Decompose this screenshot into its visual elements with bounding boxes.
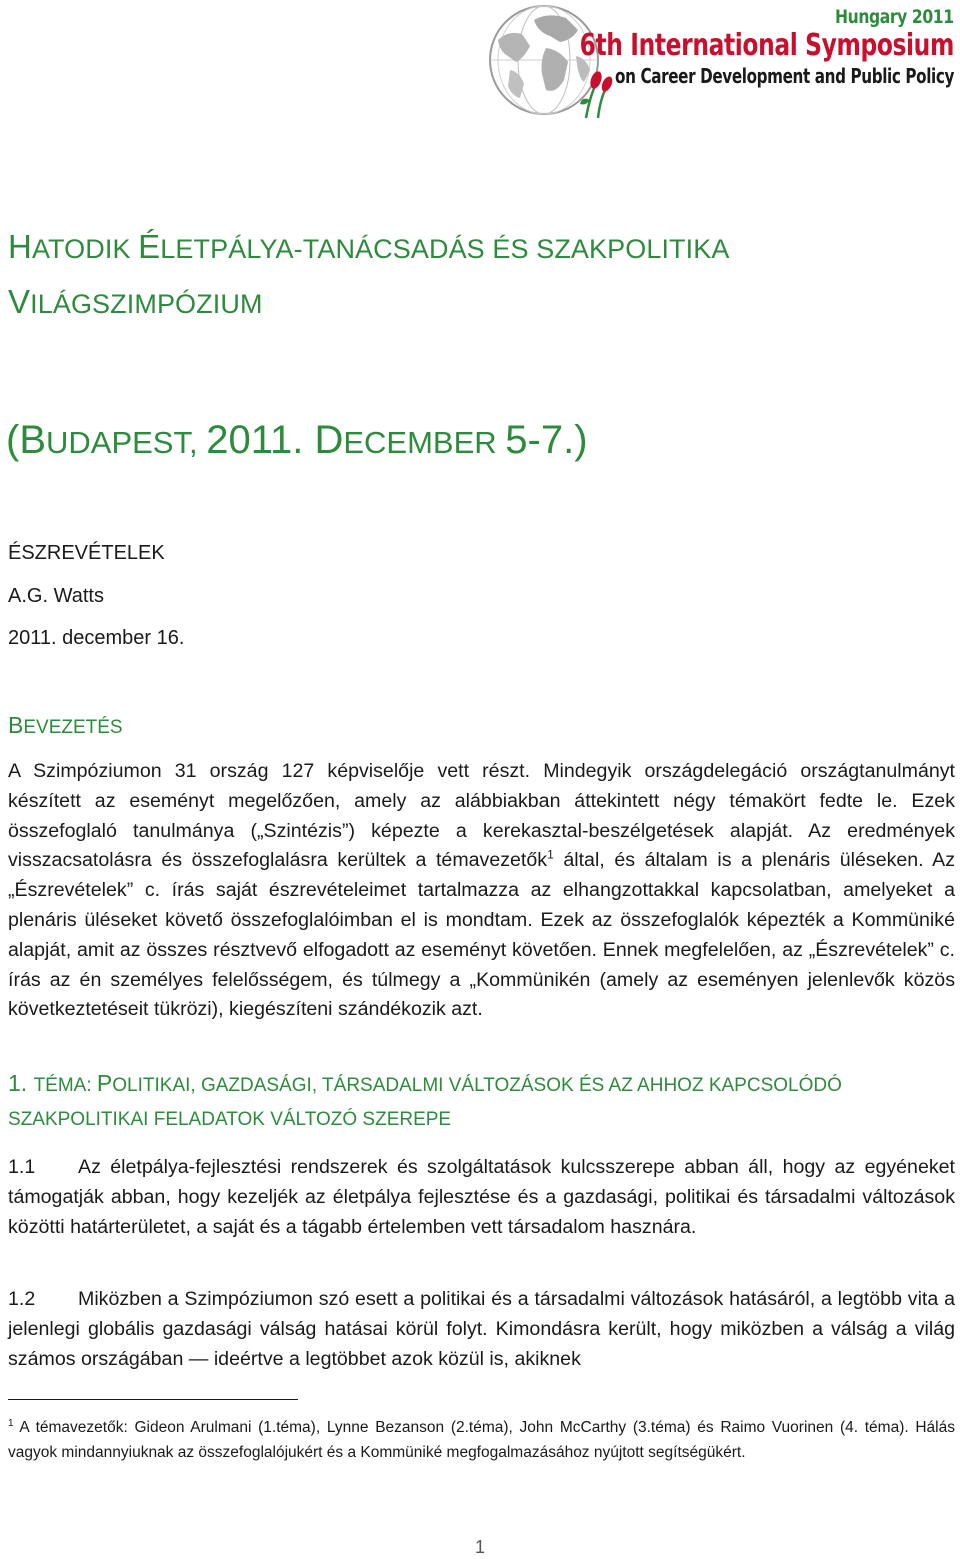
section-text: EVEZETÉS bbox=[23, 717, 123, 738]
footnote-ref[interactable]: 1 bbox=[547, 847, 554, 862]
paragraph-1-2 bbox=[8, 1285, 955, 1374]
document-kind: ÉSZREVÉTELEK bbox=[8, 542, 165, 564]
section-text: GAZDASÁGI, bbox=[200, 1075, 323, 1096]
title-text: LETPÁLYA-TANÁCSADÁS ÉS SZAKPOLITIKA bbox=[160, 234, 730, 264]
date-text: ECEMBER bbox=[343, 425, 506, 460]
title-initial: V bbox=[8, 283, 31, 320]
page-number: 1 bbox=[474, 1537, 485, 1557]
section-text: TÉMA: bbox=[33, 1075, 97, 1096]
date-text: UDAPEST, bbox=[46, 425, 207, 460]
title-text: ATODIK bbox=[31, 234, 139, 264]
intro-text-part1: A Szimpóziumon 31 ország 127 képviselője vett részt. Mindegyik országdelegáció országtanulmányt készített az eseményt megelőzően, amely az alábbiakban áttekintett négy témakört fedte le. Ezek összefoglaló tanulmánya („Szintézis”) képezte a kerekasztal-beszélgetések alapját. Az eredmények visszacsatolásra és összefoglalásra kerültek a témavezetők bbox=[8, 760, 955, 872]
section-initial: B bbox=[8, 712, 24, 738]
document-title-line2 bbox=[8, 283, 263, 321]
section-initial: P bbox=[96, 1070, 113, 1096]
footnote-marker: 1 bbox=[8, 1417, 14, 1429]
title-initial: H bbox=[8, 228, 32, 265]
section-text: TÁRSADALMI VÁLTOZÁSOK ÉS AZ AHHOZ KAPCSOLÓDÓ bbox=[322, 1075, 842, 1096]
logo-line-title: 6th International Symposium bbox=[579, 28, 954, 63]
logo-line-subtitle: on Career Development and Public Policy bbox=[615, 64, 954, 88]
section-text: OLITIKAI, bbox=[112, 1075, 201, 1096]
document-author: A.G. Watts bbox=[8, 585, 104, 607]
section-heading-1 bbox=[8, 1070, 842, 1097]
date-initial: 5-7.) bbox=[505, 418, 588, 462]
paragraph-text: Az életpálya-fejlesztési rendszerek és szolgáltatások kulcsszerepe abban áll, hogy az egyéneket támogatják abban, hogy kezeljék az életpálya fejlesztése és a gazdasági, politikai és társadalmi változások közötti határterületet, a saját és a tágabb értelemben vett társadalom hasznára. bbox=[8, 1156, 955, 1238]
footnote bbox=[8, 1416, 955, 1465]
paragraph-number: 1.2 bbox=[8, 1288, 36, 1310]
paragraph-1-1 bbox=[8, 1153, 955, 1242]
footnote-separator bbox=[8, 1399, 298, 1400]
document-date: 2011. december 16. bbox=[8, 627, 185, 649]
logo-line-year: Hungary 2011 bbox=[835, 6, 954, 28]
title-initial: É bbox=[138, 228, 161, 265]
paragraph-number: 1.1 bbox=[8, 1156, 36, 1178]
date-heading bbox=[6, 418, 588, 463]
title-text: ILÁGSZIMPÓZIUM bbox=[30, 289, 263, 319]
symposium-logo bbox=[486, 0, 956, 122]
footnote-text: A témavezetők: Gideon Arulmani (1.téma), Lynne Bezanson (2.téma), John McCarthy (3.téma) és Raimo Vuorinen (4. téma). Hálás vagyok mindannyiuknak az összefoglalójukért és a Kommüniké megfogalmazásához nyújtott segítségükért. bbox=[8, 1419, 955, 1461]
date-initial: 2011. D bbox=[206, 418, 344, 462]
document-title-line1 bbox=[8, 228, 729, 266]
section-number: 1. bbox=[8, 1070, 34, 1096]
intro-paragraph bbox=[8, 757, 955, 1025]
intro-text-part2: által, és általam is a plenáris üléseken. Az „Észrevételek” c. írás saját észrevételeimet tartalmazza az elhangzottakkal kapcsolatban, amelyeket a plenáris üléseket követő összefoglalóimban el is mondtam. Ezek az összefoglalók képezték a Kommüniké alapját, amit az összes résztvevő elfogadott az eseményt követően. Ennek megfelelően, az „Észrevételek” c. írás az én személyes felelősségem, és túlmegy a „Kommünikén (amely az eseményen jelenlevők közös következtetéseit tükrözi), kiegészíteni szándékozik azt. bbox=[8, 849, 955, 1021]
paragraph-text: Miközben a Szimpóziumon szó esett a politikai és a társadalmi változások hatásáról, a legtöbb vita a jelenlegi globális gazdasági válság hatásai körül folyt. Kimondásra került, hogy miközben a válság a világ számos országában ― ideértve a legtöbbet azok közül is, akiknek bbox=[8, 1288, 955, 1370]
section-heading-1-line2: SZAKPOLITIKAI FELADATOK VÁLTOZÓ SZEREPE bbox=[8, 1109, 452, 1130]
section-heading-intro bbox=[8, 712, 123, 739]
date-initial: (B bbox=[6, 418, 46, 462]
